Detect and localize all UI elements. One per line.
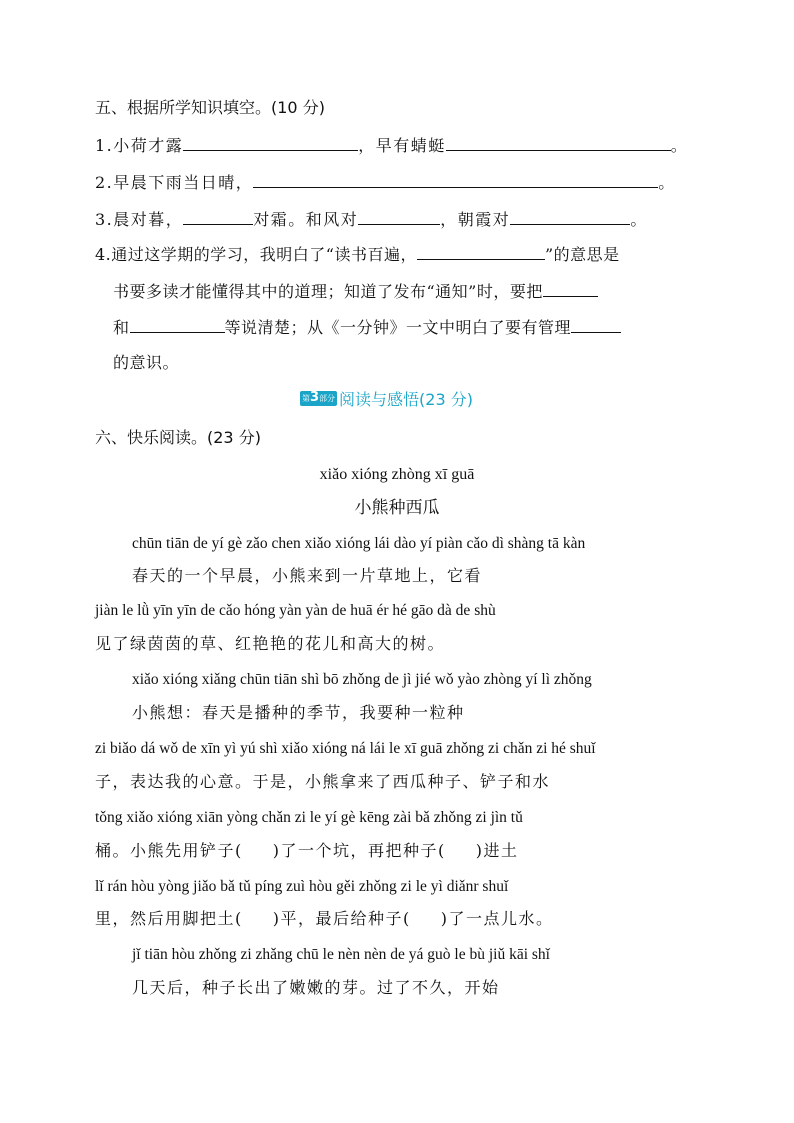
section-badge <box>300 391 337 406</box>
q5-item3-blank-1[interactable] <box>183 209 253 225</box>
q5-item4-line-4: 的意识。 <box>113 353 180 372</box>
q5-item1-text-c: 。 <box>670 136 689 155</box>
p1-pinyin-1: chūn tiān de yí gè zǎo chen xiǎo xióng lái dào yí piàn cǎo dì shàng tā kàn <box>132 535 586 552</box>
q5-item4-blank-3[interactable] <box>130 317 225 333</box>
p2-pinyin-1: xiǎo xióng xiǎng chūn tiān shì bō zhǒng de jì jié wǒ yào zhòng yí lì zhǒng <box>132 671 592 688</box>
q5-item4-blank-2[interactable] <box>543 281 598 297</box>
q5-item-1 <box>95 135 688 156</box>
q5-item1-blank-2[interactable] <box>446 135 671 151</box>
section-title: 阅读与感悟(23 分) <box>339 390 473 409</box>
q5-item3-blank-3[interactable] <box>510 209 630 225</box>
q5-item4-line-2 <box>113 281 598 302</box>
q5-item1-blank-1[interactable] <box>183 135 358 151</box>
p1-text-2: 见了绿茵茵的草、红艳艳的花儿和高大的树。 <box>95 634 446 653</box>
q5-item1-text-a: 1.小荷才露 <box>95 136 184 155</box>
p3-text-1: 几天后，种子长出了嫩嫩的芽。过了不久，开始 <box>132 978 500 997</box>
q5-item-4 <box>95 244 620 265</box>
q6-heading: 六、快乐阅读。(23 分) <box>95 428 261 447</box>
q5-item4-line-3 <box>113 317 621 338</box>
q5-item2-blank-1[interactable] <box>253 172 658 188</box>
story-title: 小熊种西瓜 <box>354 498 440 518</box>
q5-item-2 <box>95 172 676 193</box>
p2-text-1: 小熊想：春天是播种的季节，我要种一粒种 <box>132 703 465 722</box>
q5-item4-line3-text-b: 等说清楚；从《一分钟》一文中明白了要有管理 <box>224 318 572 337</box>
p2-text3-b: )了一个坑，再把种子( <box>272 841 446 860</box>
q5-heading: 五、根据所学知识填空。(10 分) <box>95 98 325 117</box>
p2-text3-c: )进土 <box>475 841 519 860</box>
q5-item3-text-b: 对霜。和风对 <box>253 210 359 229</box>
q5-item4-text-b: ”的意思是 <box>544 245 620 264</box>
p1-pinyin-2: jiàn le lǜ yīn yīn de cǎo hóng yàn yàn de huā ér hé gāo dà de shù <box>95 602 496 619</box>
q5-item4-text-a: 4.通过这学期的学习，我明白了“读书百遍， <box>95 245 417 264</box>
p2-text-2: 子，表达我的心意。于是，小熊拿来了西瓜种子、铲子和水 <box>95 772 551 791</box>
section-banner <box>300 388 473 412</box>
p2-pinyin-2: zi biǎo dá wǒ de xīn yì yú shì xiǎo xióng ná lái le xī guā zhǒng zi chǎn zi hé shuǐ <box>95 740 596 757</box>
p2-text3-a: 桶。小熊先用铲子( <box>95 841 243 860</box>
q5-item4-line3-text-a: 和 <box>113 318 130 337</box>
p2-text4-a: 里，然后用脚把土( <box>95 909 243 928</box>
q5-item3-text-a: 3.晨对暮， <box>95 210 184 229</box>
p2-text4-b: )平，最后给种子( <box>272 909 411 928</box>
p3-pinyin-1: jǐ tiān hòu zhǒng zi zhǎng chū le nèn nèn de yá guò le bù jiǔ kāi shǐ <box>132 946 550 963</box>
section-badge-pre: 第 <box>302 394 310 403</box>
p2-pinyin-3: tǒng xiǎo xióng xiān yòng chǎn zi le yí gè kēng zài bǎ zhǒng zi jìn tǔ <box>95 809 523 826</box>
section-badge-post: 部分 <box>319 394 336 403</box>
q5-item1-text-b: ，早有蜻蜓 <box>358 136 446 155</box>
p2-pinyin-4: lǐ rán hòu yòng jiǎo bǎ tǔ píng zuì hòu gěi zhǒng zi le yì diǎnr shuǐ <box>95 878 509 895</box>
section-badge-num: 3 <box>310 390 320 405</box>
p2-text-4 <box>95 909 554 929</box>
story-title-pinyin: xiǎo xióng zhòng xī guā <box>319 466 475 483</box>
q5-item2-text-c: 。 <box>658 173 676 192</box>
p1-text-1: 春天的一个早晨，小熊来到一片草地上，它看 <box>132 566 483 585</box>
q5-item4-blank-1[interactable] <box>417 244 545 260</box>
p2-text4-c: )了一点儿水。 <box>440 909 554 928</box>
p2-text-3 <box>95 841 519 861</box>
q5-item3-text-c: ，朝霞对 <box>440 210 511 229</box>
q5-item3-blank-2[interactable] <box>358 209 440 225</box>
q5-item4-blank-4[interactable] <box>571 317 621 333</box>
q5-item3-text-d: 。 <box>630 210 648 229</box>
q5-item2-text-a: 2.早晨下雨当日晴， <box>95 173 254 192</box>
q5-item4-line2-text: 书要多读才能懂得其中的道理；知道了发布“通知”时，要把 <box>113 282 543 301</box>
q5-item-3 <box>95 209 648 230</box>
